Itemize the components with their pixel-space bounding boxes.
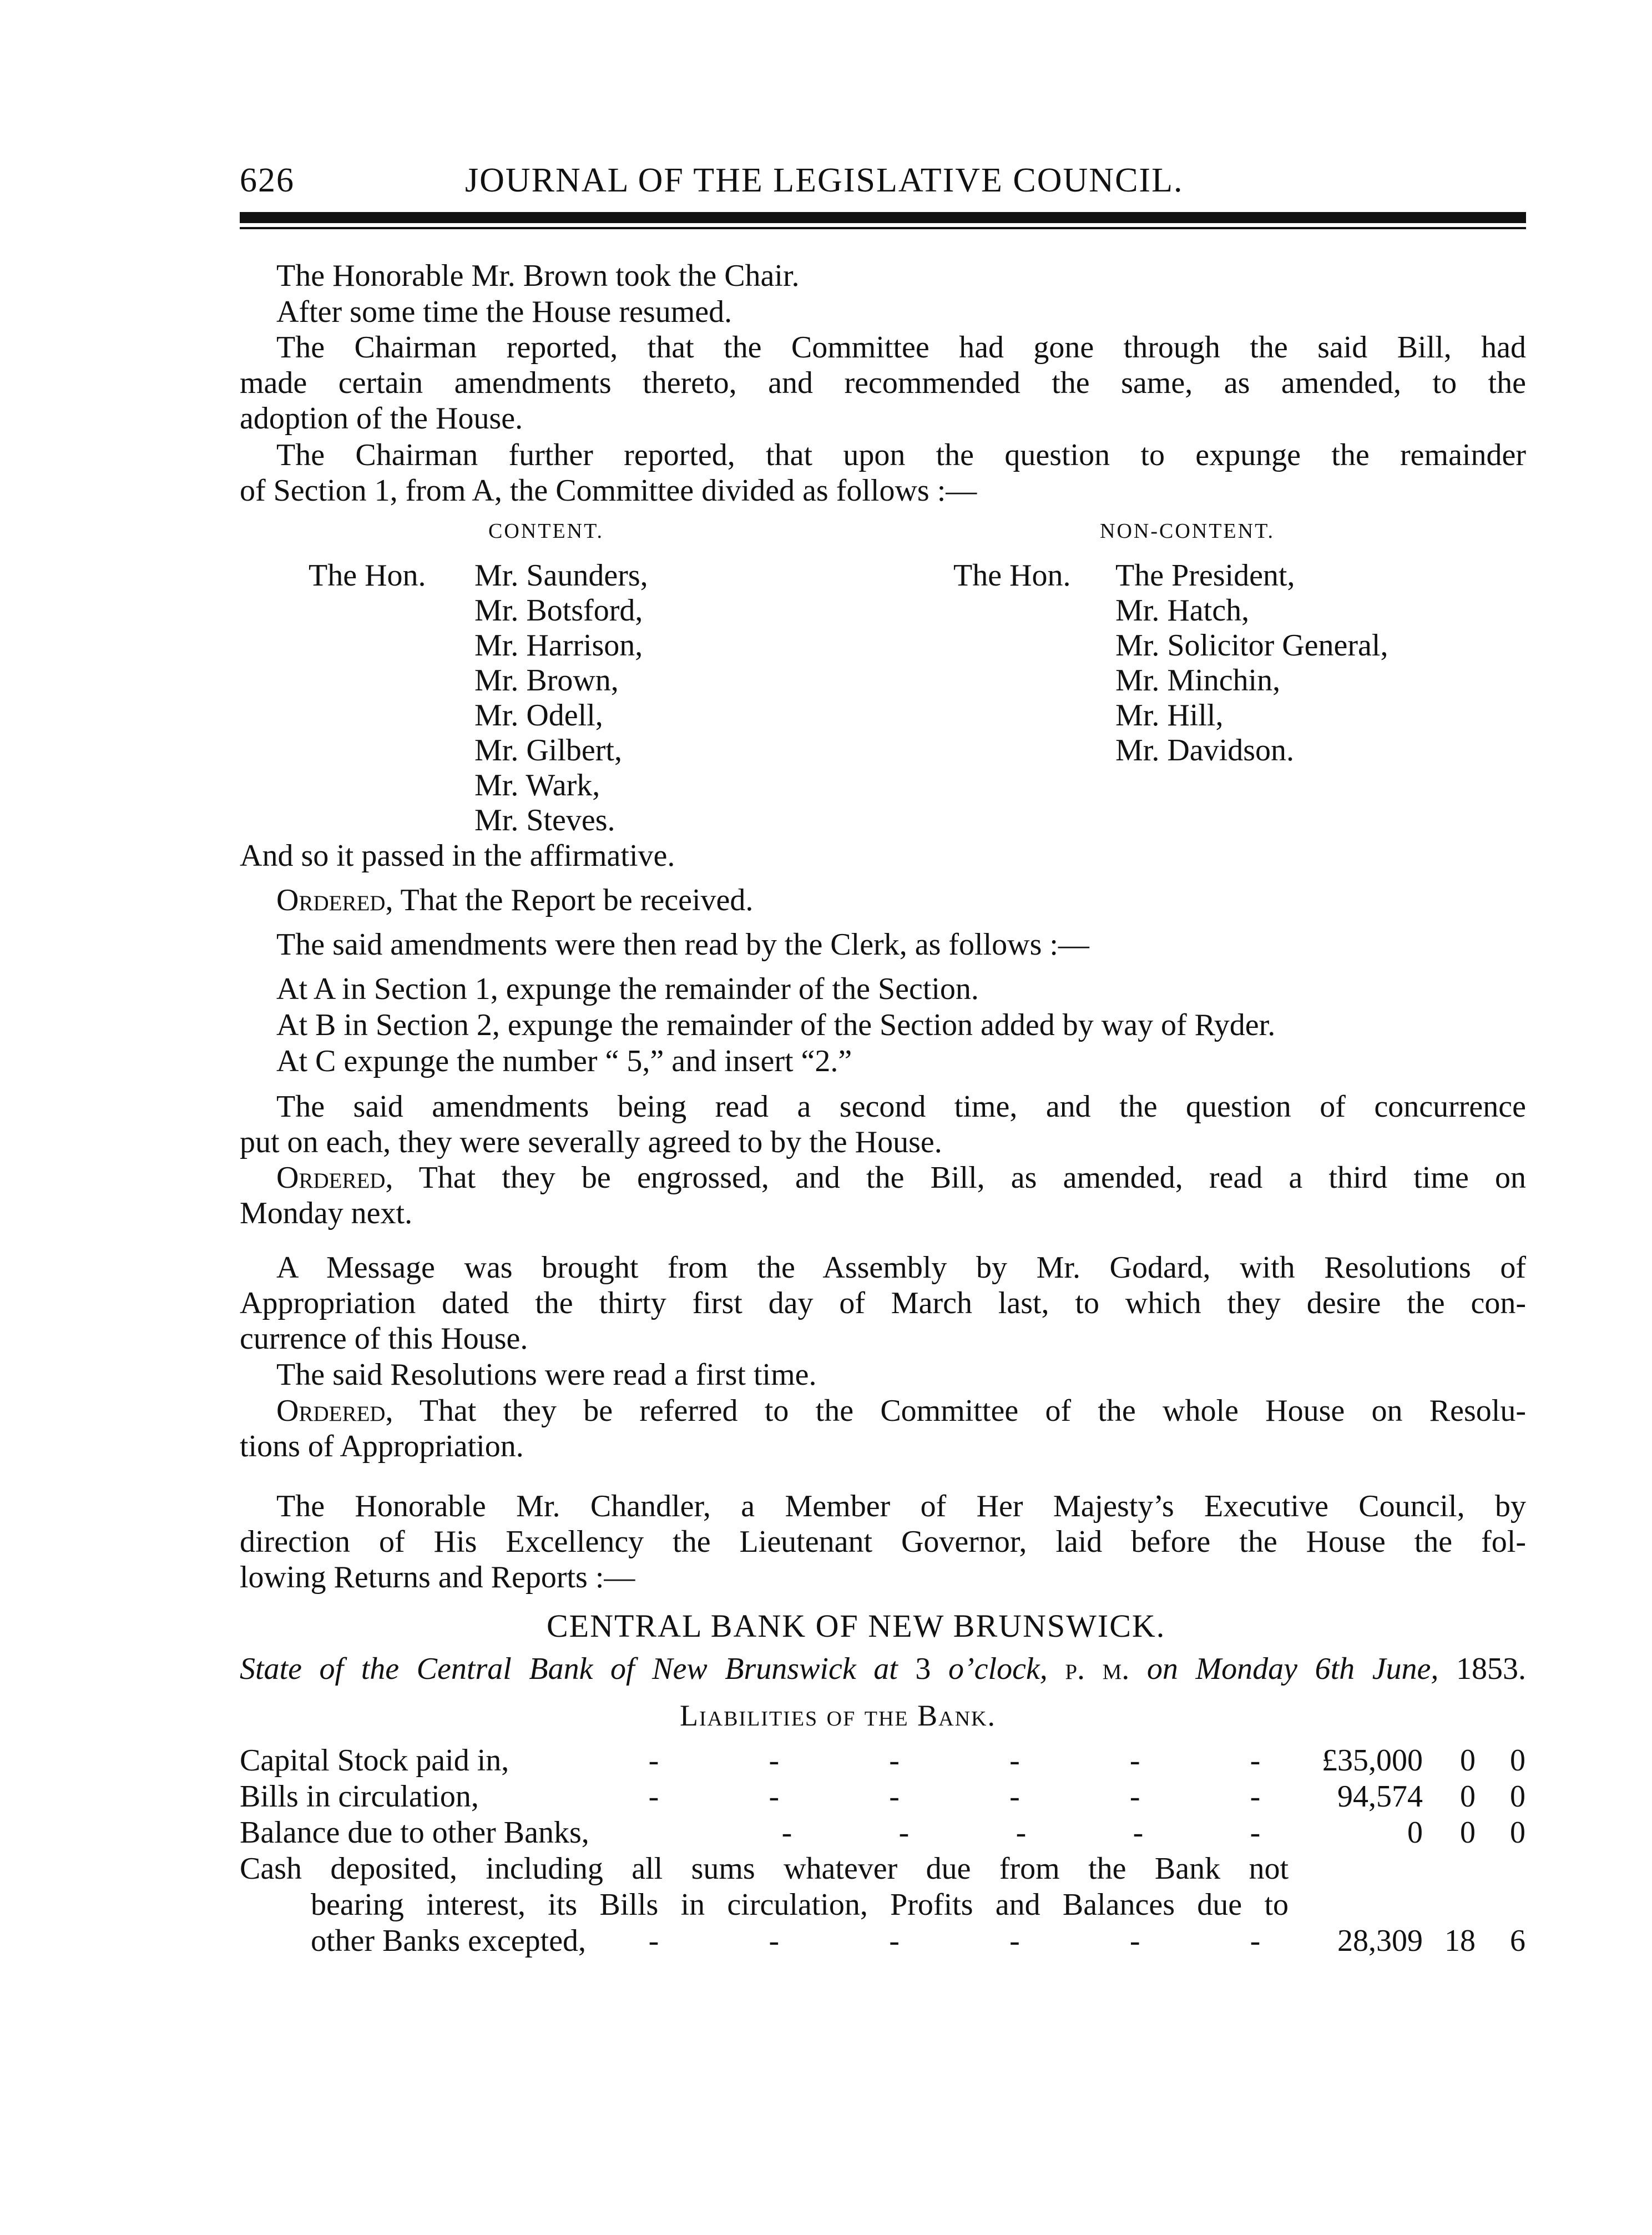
ledger-label: Capital Stock paid in, (240, 1743, 509, 1778)
liabilities-heading: Liabilities of the Bank. (680, 1699, 996, 1732)
paragraph-ordered-referred (276, 1393, 1526, 1429)
paragraph-amendments-read: The said amendments were then read by the Clerk, as follows :— (276, 927, 1089, 962)
subtitle-hour: 3 (915, 1652, 931, 1686)
ordered-word: Ordered, (276, 1394, 393, 1428)
content-member: Mr. Brown, (474, 663, 619, 698)
header-rule-thick (240, 212, 1526, 223)
non-content-member: Mr. Solicitor General, (1115, 628, 1388, 663)
page-number: 626 (240, 162, 295, 199)
content-member: Mr. Saunders, (474, 558, 648, 593)
ledger-pence: 6 (1510, 1924, 1525, 1958)
paragraph-chandler-line: The Honorable Mr. Chandler, a Member of Her Majesty’s Executive Council, by (276, 1489, 1526, 1523)
paragraph-report-line: adoption of the House. (240, 401, 523, 436)
paragraph-chandler-line: direction of His Excellency the Lieutenant Governor, laid before the House the fol- (240, 1525, 1526, 1559)
ledger-cash-line: other Banks excepted, (311, 1924, 587, 1958)
ledger-leaders: - - - - - - (648, 1924, 1261, 1958)
subtitle-year: 1853. (1456, 1652, 1526, 1686)
paragraph-chandler-line: lowing Returns and Reports :— (240, 1560, 635, 1595)
content-member: Mr. Gilbert, (474, 733, 622, 768)
ordered-text: That they be engrossed, and the Bill, as amended, read a third time on (393, 1161, 1526, 1195)
content-prefix: The Hon. (309, 558, 426, 593)
paragraph-report-line: The Chairman reported, that the Committee had gone through the said Bill, had (276, 330, 1526, 365)
paragraph-report-line: made certain amendments thereto, and recommended the same, as amended, to the (240, 366, 1526, 400)
amendment-item: At B in Section 2, expunge the remainder of the Section added by way of Ryder. (276, 1008, 1276, 1042)
content-member: Mr. Wark, (474, 768, 600, 803)
paragraph-resumed: After some time the House resumed. (276, 295, 732, 329)
paragraph-message-line: currence of this House. (240, 1321, 528, 1356)
paragraph-message-line: A Message was brought from the Assembly by Mr. Godard, with Resolutions of (276, 1250, 1526, 1285)
non-content-member: The President, (1115, 558, 1295, 593)
ledger-shillings: 18 (1444, 1924, 1476, 1958)
ledger-leaders: - - - - - - (648, 1779, 1261, 1814)
bank-subtitle (240, 1651, 1526, 1687)
ledger-pounds: 0 (1407, 1815, 1423, 1850)
non-content-member: Mr. Hatch, (1115, 593, 1250, 628)
ledger-pounds: £35,000 (1322, 1743, 1423, 1778)
paragraph-ordered-engrossed-cont: Monday next. (240, 1196, 413, 1230)
ledger-shillings: 0 (1460, 1743, 1476, 1778)
non-content-member: Mr. Minchin, (1115, 663, 1281, 698)
subtitle-oclock: o’clock, (931, 1652, 1065, 1686)
ledger-leaders: - - - - - - (648, 1743, 1261, 1778)
amendment-item: At C expunge the number “ 5,” and insert “2.” (276, 1044, 852, 1078)
paragraph-resolutions: The said Resolutions were read a first time. (276, 1358, 817, 1392)
paragraph-ordered-engrossed (276, 1160, 1526, 1195)
non-content-prefix: The Hon. (953, 558, 1071, 593)
ledger-shillings: 0 (1460, 1779, 1476, 1814)
ordered-text: That they be referred to the Committee of the whole House on Resolu- (393, 1394, 1526, 1428)
ledger-label: Balance due to other Banks, (240, 1815, 589, 1850)
subtitle-state-of: State of the Central Bank of New Brunswick at (240, 1652, 916, 1686)
ledger-pence: 0 (1510, 1779, 1525, 1814)
subtitle-on-monday: on Monday (1129, 1652, 1315, 1686)
paragraph-second-line: put on each, they were severally agreed to by the House. (240, 1125, 942, 1159)
header-rule-thin (240, 227, 1526, 229)
bank-title: CENTRAL BANK OF NEW BRUNSWICK. (547, 1608, 1166, 1644)
subtitle-pm: p. m. (1065, 1652, 1130, 1686)
ledger-pounds: 94,574 (1337, 1779, 1423, 1814)
paragraph-affirmative: And so it passed in the affirmative. (240, 839, 675, 873)
subtitle-date: 6th June, (1315, 1652, 1456, 1686)
ledger-pence: 0 (1510, 1743, 1525, 1778)
non-content-member: Mr. Davidson. (1115, 733, 1294, 768)
ledger-pounds: 28,309 (1337, 1924, 1423, 1958)
ordered-text: That the Report be received. (393, 883, 754, 917)
ledger-leaders: - - - - - (781, 1815, 1261, 1850)
ledger-shillings: 0 (1460, 1815, 1476, 1850)
ledger-label: Bills in circulation, (240, 1779, 479, 1814)
paragraph-second-line: The said amendments being read a second time, and the question of concurrence (276, 1089, 1526, 1124)
running-title: JOURNAL OF THE LEGISLATIVE COUNCIL. (465, 162, 1184, 199)
content-member: Mr. Steves. (474, 803, 615, 838)
paragraph-chair: The Honorable Mr. Brown took the Chair. (276, 259, 800, 293)
ledger-pence: 0 (1510, 1815, 1525, 1850)
non-content-heading: NON-CONTENT. (1100, 519, 1275, 543)
non-content-member: Mr. Hill, (1115, 698, 1224, 733)
ledger-cash-line: bearing interest, its Bills in circulation, Profits and Balances due to (311, 1888, 1289, 1922)
ledger-cash-line: Cash deposited, including all sums whatever due from the Bank not (240, 1851, 1289, 1886)
paragraph-further-line: The Chairman further reported, that upon the question to expunge the remainder (276, 438, 1526, 472)
paragraph-message-line: Appropriation dated the thirty first day of March last, to which they desire the con- (240, 1286, 1526, 1320)
amendment-item: At A in Section 1, expunge the remainder of the Section. (276, 972, 979, 1006)
content-member: Mr. Harrison, (474, 628, 643, 663)
ordered-word: Ordered, (276, 883, 393, 917)
ordered-word: Ordered, (276, 1161, 393, 1195)
paragraph-ordered-report (276, 882, 753, 918)
content-member: Mr. Odell, (474, 698, 603, 733)
paragraph-ordered-referred-cont: tions of Appropriation. (240, 1429, 524, 1464)
paragraph-further-line: of Section 1, from A, the Committee divided as follows :— (240, 473, 977, 508)
content-heading: CONTENT. (488, 519, 604, 543)
content-member: Mr. Botsford, (474, 593, 643, 628)
